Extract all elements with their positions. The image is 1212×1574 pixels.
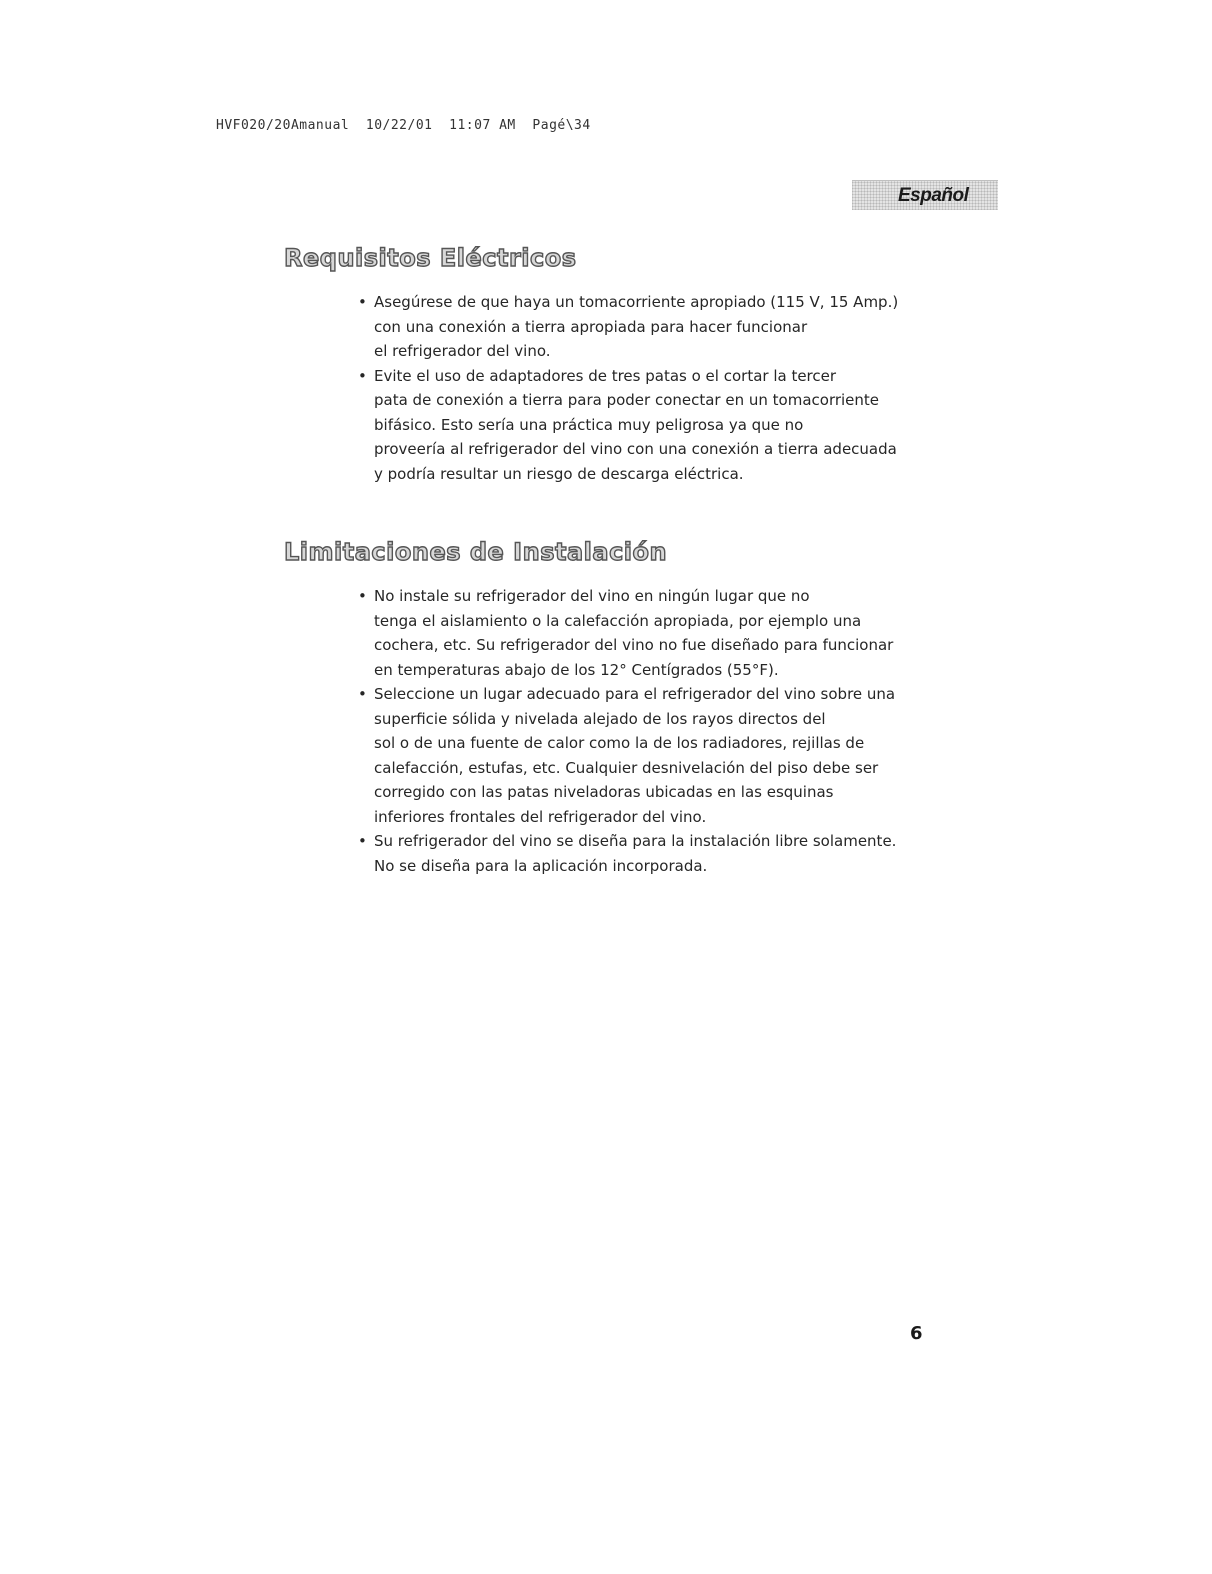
language-tab-label: Español	[898, 185, 969, 206]
list-item	[358, 682, 928, 829]
section-title-installation-limitations: Limitaciones de Instalación	[284, 538, 668, 566]
list-item-line: • No instale su refrigerador del vino en ningún lugar que no	[374, 587, 810, 605]
list-item-line: • Asegúrese de que haya un tomacorriente apropiado (115 V, 15 Amp.)	[374, 293, 899, 311]
list-item-line: tenga el aislamiento o la calefacción apropiada, por ejemplo una	[374, 611, 862, 630]
list-item-line: en temperaturas abajo de los 12° Centígrados (55°F).	[374, 660, 779, 679]
list-item-line: con una conexión a tierra apropiada para hacer funcionar	[374, 317, 808, 336]
electrical-requirements-list	[358, 290, 928, 486]
list-item-line: • Su refrigerador del vino se diseña para la instalación libre solamente.	[374, 832, 897, 850]
list-item-line: calefacción, estufas, etc. Cualquier desnivelación del piso debe ser	[374, 758, 879, 777]
list-item	[358, 584, 928, 682]
list-item-line: superficie sólida y nivelada alejado de los rayos directos del	[374, 709, 826, 728]
list-item-line: corregido con las patas niveladoras ubicadas en las esquinas	[374, 783, 834, 801]
list-item-line: pata de conexión a tierra para poder conectar en un tomacorriente	[374, 391, 880, 409]
list-item-line: cochera, etc. Su refrigerador del vino no fue diseñado para funcionar	[374, 636, 894, 654]
list-item-line: No se diseña para la aplicación incorporada.	[374, 856, 708, 875]
installation-limitations-list	[358, 584, 928, 878]
print-slug: HVF020/20Amanual 10/22/01 11:07 AM Pagé\34	[216, 118, 591, 133]
list-item-line: • Seleccione un lugar adecuado para el refrigerador del vino sobre una	[374, 685, 896, 703]
list-item-line: • Evite el uso de adaptadores de tres patas o el cortar la tercer	[374, 366, 837, 385]
language-tab	[852, 180, 998, 210]
list-item-line: el refrigerador del vino.	[374, 342, 551, 360]
list-item-line: sol o de una fuente de calor como la de los radiadores, rejillas de	[374, 734, 865, 752]
list-item-line: bifásico. Esto sería una práctica muy peligrosa ya que no	[374, 415, 804, 434]
list-item-line: y podría resultar un riesgo de descarga eléctrica.	[374, 464, 744, 483]
list-item	[358, 829, 928, 878]
list-item	[358, 364, 928, 487]
list-item-line: proveería al refrigerador del vino con una conexión a tierra adecuada	[374, 440, 897, 458]
list-item-line: inferiores frontales del refrigerador del vino.	[374, 807, 707, 826]
list-item	[358, 290, 928, 364]
section-title-electrical-requirements: Requisitos Eléctricos	[284, 244, 577, 272]
page-number: 6	[910, 1323, 923, 1344]
